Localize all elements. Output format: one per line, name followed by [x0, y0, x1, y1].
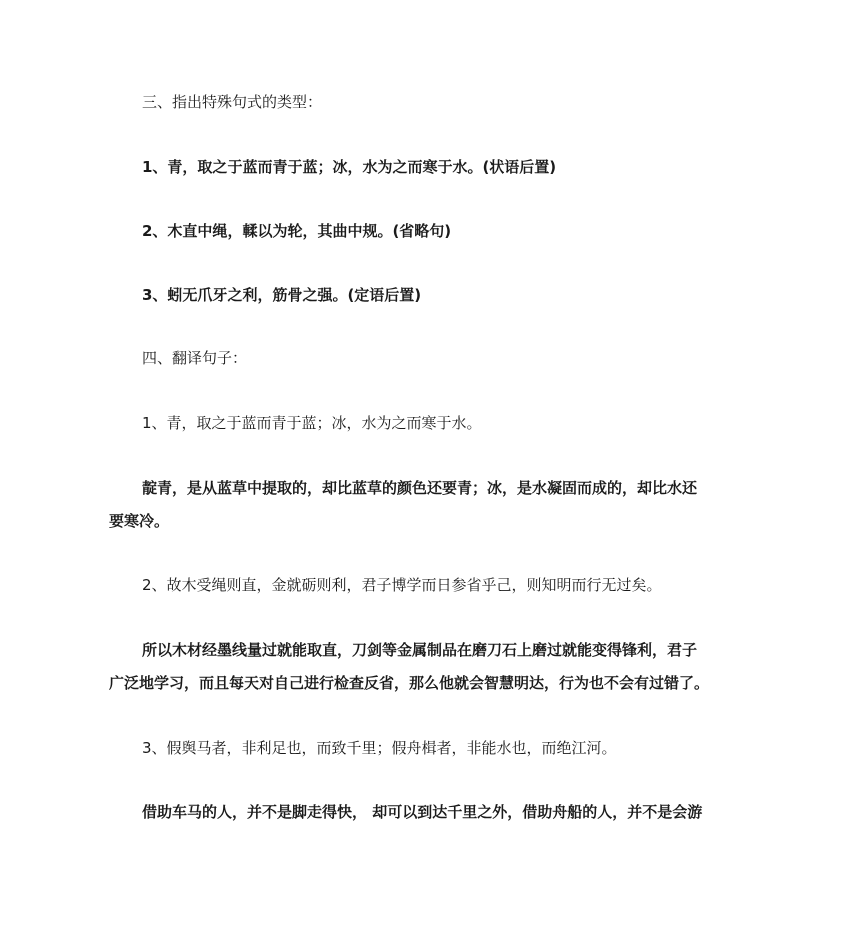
translate-answer-1-line-2: 要寒冷。: [109, 512, 170, 530]
translate-answer-2-line-1: 所以木材经墨线量过就能取直，刀剑等金属制品在磨刀石上磨过就能变得锋利，君子: [142, 641, 698, 659]
translate-answer-1-line-1: 靛青，是从蓝草中提取的，却比蓝草的颜色还要青；冰，是水凝固而成的，却比水还: [142, 479, 698, 497]
section-heading-translate: 四、翻译句子：: [142, 349, 248, 367]
sentence-type-item-1: 1、青，取之于蓝而青于蓝；冰，水为之而寒于水。(状语后置): [142, 158, 557, 176]
sentence-type-item-3: 3、蚓无爪牙之利，筋骨之强。(定语后置): [142, 286, 422, 304]
sentence-type-item-2: 2、木直中绳，輮以为轮，其曲中规。(省略句): [142, 222, 452, 240]
section-heading-sentence-types: 三、指出特殊句式的类型：: [142, 93, 323, 111]
translate-original-2: 2、故木受绳则直，金就砺则利，君子博学而日参省乎己，则知明而行无过矣。: [142, 576, 662, 594]
translate-original-1: 1、青，取之于蓝而青于蓝；冰，水为之而寒于水。: [142, 414, 482, 432]
translate-answer-2-line-2: 广泛地学习，而且每天对自己进行检查反省，那么他就会智慧明达，行为也不会有过错了。: [109, 674, 710, 692]
translate-answer-3-line-1: 借助车马的人，并不是脚走得快， 却可以到达千里之外，借助舟船的人，并不是会游: [142, 803, 703, 821]
translate-original-3: 3、假舆马者，非利足也，而致千里；假舟楫者，非能水也，而绝江河。: [142, 739, 617, 757]
